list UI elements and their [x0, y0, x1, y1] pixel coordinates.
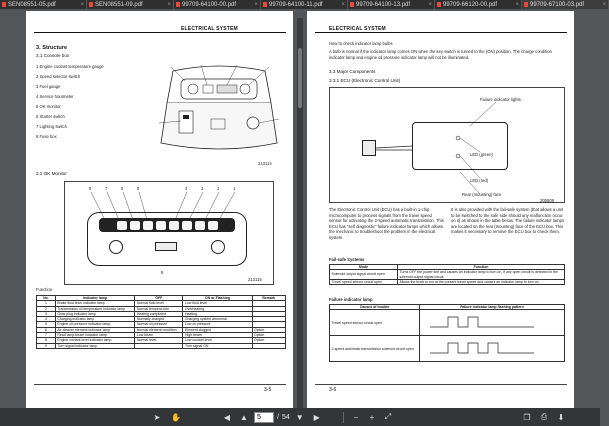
page-separator: / [277, 413, 279, 421]
paragraph: It is also provided with the fail-safe system (that allows a unit to be switched to the safe side should any malfunction occur on it) as shown in the table below. The failure indicator lamps are located on the rear (mounting) face of the ECU box. This makes it necessary to remove the ECU box to check them. [451, 207, 565, 235]
close-icon[interactable]: × [254, 1, 258, 8]
table-cell: Charging indicator lamp [55, 317, 135, 322]
paragraph: A bulb is normal if the indicator lamp comes ON when the key switch is turned to the (ON) position. The charge condition indicator lamp and engine oil pressure indicator lamp will not be illuminated. [329, 49, 552, 60]
pdf-file-icon [437, 2, 441, 7]
callout-label: 2 [217, 186, 220, 191]
pdf-page-left [26, 11, 293, 408]
zoom-in-button[interactable]: + [369, 412, 375, 422]
page-header: ELECTRICAL SYSTEM [329, 26, 386, 32]
page-header: ELECTRICAL SYSTEM [181, 26, 238, 32]
table-cell: Normally charged [135, 317, 183, 322]
figure-code: 213114 [258, 161, 272, 166]
table-cell: 5 [37, 322, 56, 327]
column-header: OFF [135, 296, 183, 301]
table-cell: Air cleaner element indicator lamp [55, 327, 135, 332]
subsection-title: 3.3.1 ECU (Electronic Control Unit) [329, 78, 401, 83]
table-cell: 2 [37, 306, 56, 311]
table-row [37, 343, 286, 348]
list-item: 6 Starter switch [36, 114, 65, 119]
table-cell: 2-speed automatic transmission solenoid circuit open [330, 336, 420, 362]
table-cell: 6 [37, 327, 56, 332]
table-cell: Option [252, 338, 286, 343]
figure-label: LED (green) [470, 152, 493, 157]
callout-label: 8 [89, 186, 92, 191]
table-cell: Low coolant level [183, 338, 252, 343]
table-cell: 7 [37, 333, 56, 338]
table-cell [420, 336, 565, 362]
callout-label: 7 [105, 186, 108, 191]
table-cell: Charging system abnormal [183, 317, 252, 322]
tab-5[interactable] [435, 0, 522, 9]
pdf-file-icon [176, 2, 180, 7]
list-item: 1 Engine coolant temperature gauge [36, 64, 104, 69]
table-cell: Low fluid level [183, 301, 252, 306]
table-cell: 3 [37, 311, 56, 316]
table-cell: High beam [183, 333, 252, 338]
table-cell: Element clogged [183, 327, 252, 332]
close-icon[interactable]: × [341, 1, 345, 8]
table-row [330, 310, 565, 336]
subsection-title: 3.3 Major Components [329, 69, 376, 74]
ok-monitor-figure [64, 181, 274, 285]
table-cell: 9 [37, 343, 56, 348]
table-cell: Option [252, 327, 286, 332]
table-cell: Brake fluid level indicator lamp [55, 301, 135, 306]
table-cell: Normal oil pressure [135, 322, 183, 327]
pdf-toolbar [0, 408, 600, 426]
total-pages: 54 [281, 413, 290, 421]
table-cell: Engine coolant level indicator lamp [55, 338, 135, 343]
table-cell: Transmission oil temperature indicator lamp [55, 306, 135, 311]
table-row [330, 270, 565, 280]
table-cell: Turn signal ON [183, 343, 252, 348]
column-header: ON or Flashing [183, 296, 252, 301]
paragraph-title: How to check indicator lamp bulbs [329, 41, 393, 46]
table-cell [135, 343, 183, 348]
column-header: Function [398, 265, 565, 270]
toolbar-left-tools [150, 410, 183, 424]
close-icon[interactable]: × [602, 1, 606, 8]
download-icon[interactable]: ⬇ [557, 412, 565, 422]
tab-label: 99709-64100-13.pdf [356, 1, 411, 8]
pdf-file-icon [350, 2, 354, 7]
column-header: Causes of trouble [330, 305, 420, 310]
ecu-figure [329, 87, 565, 203]
callout-label: 6 [121, 186, 124, 191]
table-cell [420, 310, 565, 336]
tab-bar [0, 0, 606, 9]
tab-4[interactable] [348, 0, 435, 9]
table-cell: Engine oil pressure indicator lamp [55, 322, 135, 327]
table-cell: Option [252, 333, 286, 338]
table-cell: Overheating [183, 306, 252, 311]
flashing-pattern-graphic [422, 338, 542, 358]
footer-rule [315, 384, 567, 385]
paragraph: The Electronic Control Unit (ECU) has a built-in 1-chip microcomputer to process signals from the travel speed sensor for activating the 2-speed automatic transmission. This ECU has "self diagnostic" failure indicator lamps which allows the mechanic to troubleshoot the problem in the electrical system. [329, 207, 444, 240]
page-scrollbar[interactable] [297, 18, 303, 417]
ecu-lines [330, 88, 566, 204]
tab-2[interactable] [174, 0, 261, 9]
header-rule [315, 32, 567, 33]
page-number: 3-6 [329, 387, 337, 393]
divider [343, 412, 344, 423]
table-cell: Low oil pressure [183, 322, 252, 327]
page-number-input[interactable] [254, 412, 274, 423]
column-header: Failure indicator lamp flashing pattern [420, 305, 565, 310]
tab-1[interactable] [87, 0, 174, 9]
footer-rule [34, 384, 286, 385]
list-item: 7 Lighting switch [36, 124, 67, 129]
hand-icon[interactable]: ✋ [171, 412, 181, 422]
pdf-file-icon [89, 2, 93, 7]
tab-0[interactable] [0, 0, 87, 9]
table-title: Failure indicator lamp [329, 297, 373, 302]
table-cell: Solenoid output signal circuit open [330, 270, 398, 280]
callout-label: 9 [161, 270, 164, 275]
table-cell: Normal tempera-ture [135, 306, 183, 311]
zoom-controls [340, 410, 395, 424]
pdf-file-icon [2, 2, 6, 7]
pointer-icon[interactable]: ➤ [153, 412, 161, 422]
failsafe-table [329, 264, 565, 285]
close-icon[interactable]: × [515, 1, 519, 8]
figure-label: Failure indicator lights [480, 97, 521, 102]
list-item: 5 OK monitor [36, 104, 61, 109]
section-title: 3. Structure [36, 45, 68, 51]
tab-label: 99709-67100-03.pdf [530, 1, 585, 8]
up-arrow-icon[interactable]: ▲ [240, 412, 248, 422]
column-header: Indicator lamp [55, 296, 135, 301]
table-cell: Low beam [135, 333, 183, 338]
list-item: 2 Speed selector switch [36, 74, 81, 79]
callout-label: 1 [233, 186, 236, 191]
down-arrow-icon[interactable]: ▼ [295, 412, 304, 422]
flashing-pattern-graphic [422, 312, 542, 332]
figure-code: 213115 [248, 277, 262, 282]
figure-label: LED (red) [470, 178, 489, 183]
table-cell: Heating completed [135, 311, 183, 316]
column-header: Remark [252, 296, 286, 301]
functions-label: Function [36, 287, 53, 292]
subsection-title: 3.2 OK Monitor [36, 171, 67, 176]
pdf-file-icon [263, 2, 267, 7]
close-icon[interactable]: × [428, 1, 432, 8]
figure-code: 205509 [540, 198, 554, 203]
subsection-title: 3.1 Console box [36, 53, 70, 58]
table-cell: Glow plug indicator lamp [55, 311, 135, 316]
table-cell: Heating [183, 311, 252, 316]
table-cell: Read lamp-beam indicator lamp [55, 333, 135, 338]
tab-6[interactable] [522, 0, 609, 9]
header-rule [34, 32, 286, 33]
indicator-table [36, 295, 286, 349]
list-item: 8 Fuse box [36, 134, 57, 139]
list-item: 4 Service hourmeter [36, 94, 74, 99]
table-cell: 1 [37, 301, 56, 306]
callout-label: 5 [137, 186, 140, 191]
callout-label: 4 [185, 186, 188, 191]
tab-3[interactable] [261, 0, 348, 9]
pdf-viewer[interactable] [0, 9, 600, 408]
tab-label: SEN08551-05.pdf [8, 1, 56, 8]
list-item: 3 Fuel gauge [36, 84, 61, 89]
table-row [330, 279, 565, 284]
table-cell: Turn signal indicator lamp [55, 343, 135, 348]
tab-label: 99709-64100-00.pdf [182, 1, 237, 8]
figure-label: Rear (mounting) face [462, 192, 502, 197]
zoom-out-button[interactable]: − [353, 412, 359, 422]
close-icon[interactable]: × [167, 1, 171, 8]
table-cell: Normal level [135, 338, 183, 343]
table-cell: Turns OFF the power line and causes an indicator lamp to turn on, if any open circuit is detected in the solenoid output signal circuit. [398, 270, 565, 280]
bookmark-icon[interactable]: ❐ [523, 412, 531, 422]
page-navigation [220, 410, 324, 424]
previous-page-icon[interactable]: ◀ [223, 412, 231, 422]
next-page-icon[interactable]: ▶ [313, 412, 320, 422]
tab-label: 99709-66120-00.pdf [443, 1, 498, 8]
callout-label: 3 [201, 186, 204, 191]
tab-label: SEN08551-09.pdf [95, 1, 143, 8]
table-cell: Travel speed sensor circuit open [330, 310, 420, 336]
table-row [330, 336, 565, 362]
print-icon[interactable]: ⎙ [540, 412, 548, 421]
scrollbar-thumb[interactable] [298, 48, 302, 108]
tab-label: 99709-64100-11.pdf [269, 1, 323, 8]
toolbar-right-tools [520, 410, 568, 424]
table-cell: Normal element condition [135, 327, 183, 332]
table-cell: Allows the truck to run at the present travel speed and causes an indicator lamp to turn on. [398, 279, 565, 284]
table-cell: 8 [37, 338, 56, 343]
fit-page-icon[interactable]: ⤢ [384, 412, 392, 421]
callout-leader-lines [65, 182, 275, 286]
console-box-illustration [151, 63, 287, 169]
table-cell: Travel speed sensor circuit open [330, 279, 398, 284]
column-header: Mode [330, 265, 398, 270]
table-title: Fail-safe Systems [329, 257, 365, 262]
table-cell: Normal fluid level [135, 301, 183, 306]
column-header: No. [37, 296, 56, 301]
table-cell [252, 343, 286, 348]
close-icon[interactable]: × [80, 1, 84, 8]
failure-lamp-table [329, 304, 565, 362]
page-number: 3-5 [264, 387, 272, 393]
pdf-page-right [307, 11, 574, 408]
table-cell: 4 [37, 317, 56, 322]
pdf-file-icon [524, 2, 528, 7]
